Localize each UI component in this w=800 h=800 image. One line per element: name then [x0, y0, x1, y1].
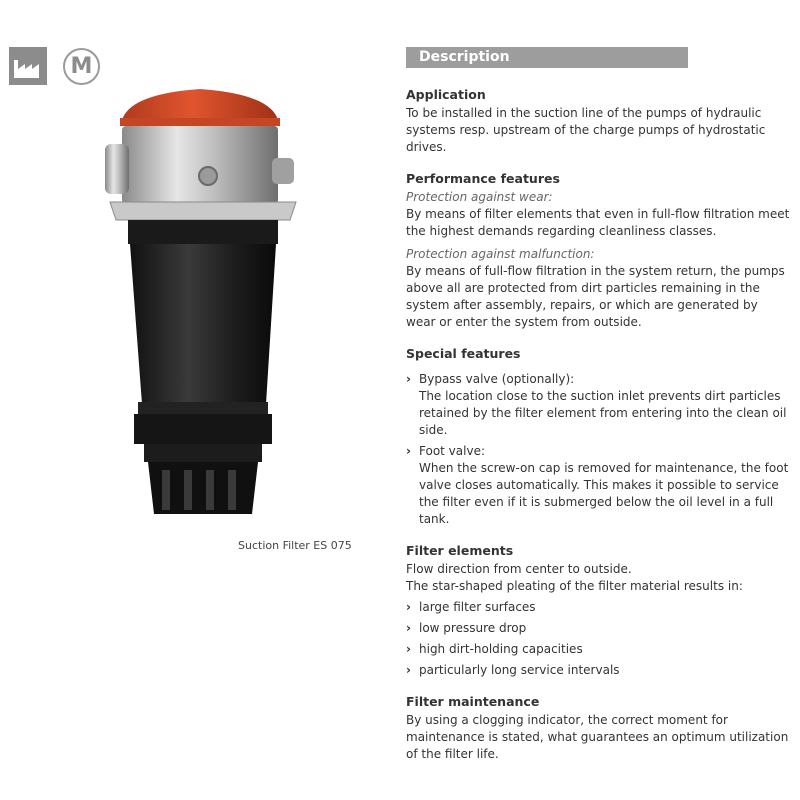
industry-icon — [9, 47, 47, 85]
elements-title: Filter elements — [406, 543, 514, 558]
performance-title: Performance features — [406, 171, 560, 186]
application-title: Application — [406, 87, 486, 102]
list-item — [406, 641, 790, 658]
maintenance-section — [406, 694, 790, 763]
list-item — [406, 371, 790, 439]
application-section — [406, 87, 790, 156]
special-title: Special features — [406, 346, 521, 361]
chevron-right-icon: › — [406, 642, 411, 656]
malfunction-subheading: Protection against malfunction: — [406, 247, 595, 261]
suction-filter-image — [100, 84, 305, 520]
special-section — [406, 346, 790, 528]
list-item-text: low pressure drop — [419, 621, 527, 635]
chevron-right-icon: › — [406, 372, 411, 386]
wear-subheading: Protection against wear: — [406, 190, 553, 204]
maintenance-title: Filter maintenance — [406, 694, 540, 709]
bypass-text: The location close to the suction inlet prevents dirt particles retained by the filter element from entering into the clean oil side. — [419, 389, 787, 437]
chevron-right-icon: › — [406, 600, 411, 614]
foot-valve-label: Foot valve: — [419, 444, 485, 458]
chevron-right-icon: › — [406, 444, 411, 458]
list-item-text: large filter surfaces — [419, 600, 536, 614]
elements-line2: The star-shaped pleating of the filter material results in: — [406, 579, 743, 593]
special-list — [406, 371, 790, 528]
product-caption: Suction Filter ES 075 — [238, 539, 352, 552]
description-column — [406, 47, 790, 763]
list-item-text: particularly long service intervals — [419, 663, 620, 677]
list-item — [406, 599, 790, 616]
chevron-right-icon: › — [406, 663, 411, 677]
list-item — [406, 620, 790, 637]
chevron-right-icon: › — [406, 621, 411, 635]
maintenance-text: By using a clogging indicator, the correct moment for maintenance is stated, what guarantees an optimum utilization of the filter life. — [406, 713, 789, 761]
elements-section — [406, 543, 790, 679]
application-text: To be installed in the suction line of the pumps of hydraulic systems resp. upstream of the charge pumps of hydrostatic drives. — [406, 106, 766, 154]
wear-text: By means of filter elements that even in full-flow filtration meet the highest demands regarding cleanliness classes. — [406, 207, 790, 238]
performance-section — [406, 171, 790, 331]
foot-valve-text: When the screw-on cap is removed for maintenance, the foot valve closes automatically. This makes it possible to service the filter even if it is submerged below the oil level in a full tank. — [419, 461, 789, 526]
list-item — [406, 662, 790, 679]
description-header: Description — [406, 47, 688, 68]
elements-list — [406, 599, 790, 679]
list-item — [406, 443, 790, 528]
m-badge-icon: M — [63, 48, 100, 85]
malfunction-text: By means of full-flow filtration in the system return, the pumps above all are protected from dirt particles remaining in the system after assembly, repairs, or which are generated by wear or enter the system from outside. — [406, 264, 785, 329]
bypass-label: Bypass valve (optionally): — [419, 372, 575, 386]
elements-line1: Flow direction from center to outside. — [406, 562, 632, 576]
list-item-text: high dirt-holding capacities — [419, 642, 583, 656]
